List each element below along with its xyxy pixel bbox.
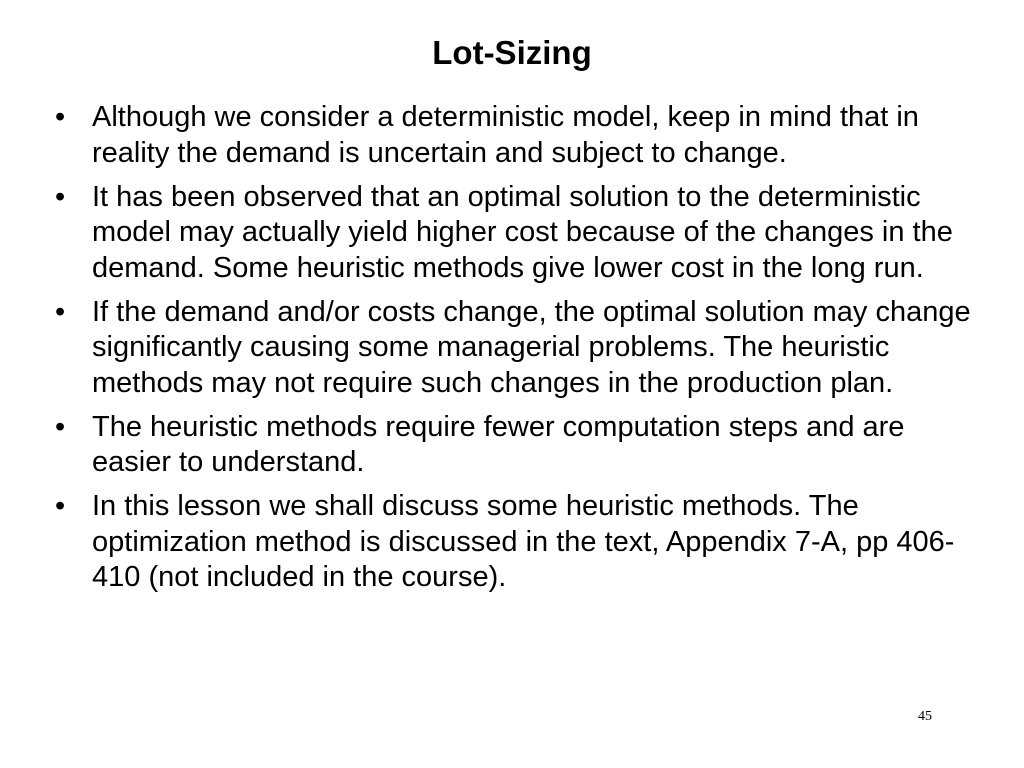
bullet-item — [55, 180, 975, 287]
bullet-marker: • — [55, 101, 66, 133]
bullet-list — [55, 100, 975, 604]
bullet-item — [55, 100, 975, 171]
bullet-text: If the demand and/or costs change, the optimal solution may change significantly causing some managerial problems. The heuristic methods may not require such changes in the production plan. — [92, 295, 971, 399]
slide-title: Lot-Sizing — [432, 34, 592, 71]
bullet-item — [55, 489, 975, 596]
bullet-text: Although we consider a deterministic model, keep in mind that in reality the demand is uncertain and subject to change. — [92, 101, 919, 169]
bullet-text: In this lesson we shall discuss some heuristic methods. The optimization method is discussed in the text, Appendix 7-A, pp 406-410 (not included in the course). — [92, 490, 955, 593]
bullet-item — [55, 295, 975, 402]
bullet-marker: • — [55, 180, 66, 213]
bullet-text: It has been observed that an optimal solution to the deterministic model may actually yield higher cost because of the changes in the demand. Some heuristic methods give lower cost in the long run. — [92, 180, 953, 284]
page-number: 45 — [918, 709, 932, 724]
bullet-marker: • — [55, 295, 66, 328]
bullet-item — [55, 410, 975, 481]
bullet-marker: • — [55, 410, 66, 443]
bullet-text: The heuristic methods require fewer computation steps and are easier to understand. — [92, 410, 905, 478]
bullet-marker: • — [55, 490, 66, 522]
